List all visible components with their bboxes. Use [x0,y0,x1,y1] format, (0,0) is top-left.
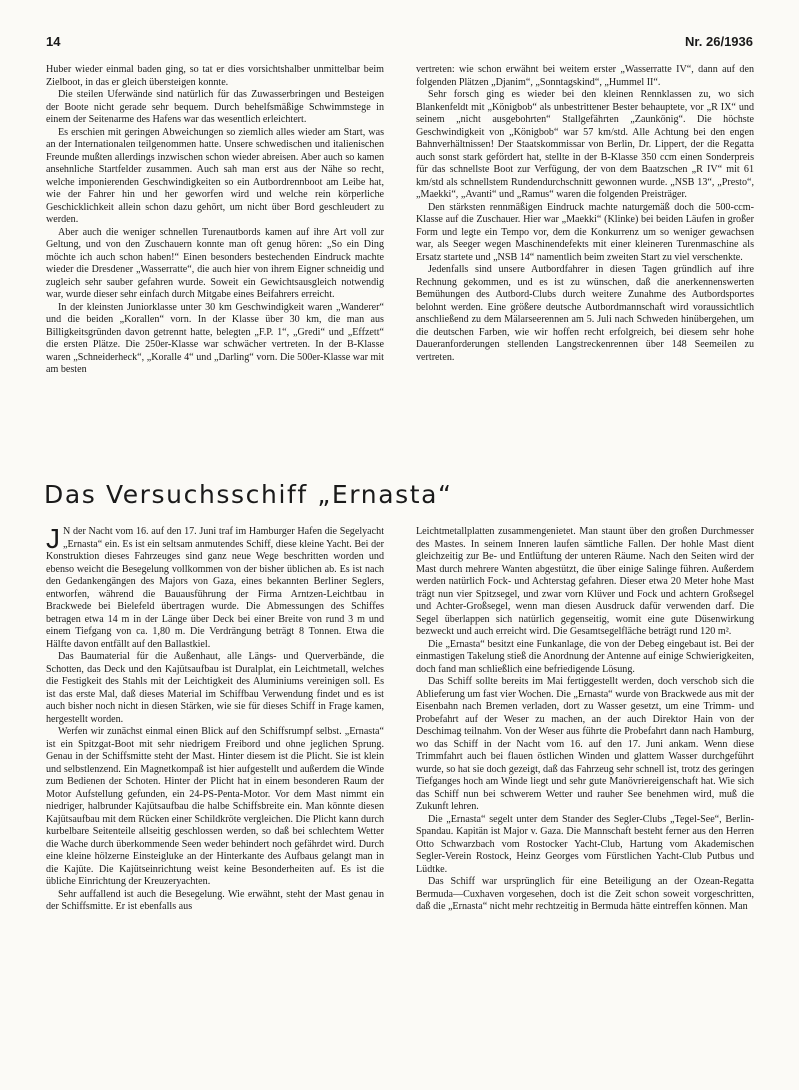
text-column-top-right [416,64,754,467]
paragraph: Den stärksten rennmäßigen Eindruck machte naturgemäß doch die 500-ccm-Klasse auf die Zuschauer. Hier war „Maekki“ (Klinke) bei beiden Läufen in großer Form und legte ein Tempo vor, dem die Konkurrenz um so weniger gewachsen war, als Seeger wegen Maschinendefekts mit einer kleineren Turenmaschine als Ersatz startete und „NSB 14“ namentlich beim zweiten Start zu viel verschenkte. [416,201,754,263]
previous-article-continuation [46,64,754,467]
paragraph: Huber wieder einmal baden ging, so tat er dies vorsichtshalber unmittelbar beim Zielboot, in das er gleich übersteigen konnte. [46,64,384,88]
lead-paragraph [46,523,384,651]
paragraph: Die „Ernasta“ besitzt eine Funkanlage, die von der Debeg eingebaut ist. Bei der einmastigen Takelung stieß die Anordnung der Antenne auf einige Schwierigkeiten, doch fand man schließlich eine befriedigende Lösung. [416,638,754,675]
paragraph: Leichtmetallplatten zusammengenietet. Man staunt über den großen Durchmesser des Mastes. In seinem Inneren laufen sämtliche Fallen. Der hohle Mast dient gleichzeitig zur Be- und Entlüftung der unteren Räume. Nach den Seiten wird der Mast durch mehrere Wanten abgestützt, die über einige Salinge führen. Außerdem werden natürlich Fock- und Achterstag gefahren. Dieser etwa 20 Meter hohe Mast trägt nun vier Spitzsegel, und zwar vorn Klüver und Fock und achtern Großsegel und Achter-Großsegel, wenn man diesen Ausdruck dafür verwenden darf. Die Segel überlappen sich natürlich gegenseitig, womit eine gute Düsenwirkung bezweckt und auch erreicht wird. Die Gesamtsegelfläche beträgt rund 120 m². [416,526,754,637]
paragraph: Das Baumaterial für die Außenhaut, alle Längs- und Querverbände, die Schotten, das Deck und den Kajütsaufbau ist Duralplat, ein Leichtmetall, welches die Festigkeit des Stahls mit der Leichtigkeit des Aluminiums vereinigen soll. Es ist das erste Mal, daß dieses Material im Schiffbau Verwendung findet und es ist auch bisher noch nicht in diesen Stärken, wie sie für dieses Schiff in Frage kamen, hergestellt worden. [46,651,384,725]
page-header [46,34,753,54]
paragraph: Sehr auffallend ist auch die Besegelung. Wie erwähnt, steht der Mast genau in der Schiffsmitte. Er ist ebenfalls aus [46,888,384,912]
paragraph: Es erschien mit geringen Abweichungen so ziemlich alles wieder am Start, was an der Internationalen teilgenommen hatte. Unsere schwedischen und italienischen Freunde mußten allerdings inzwischen schon wieder abreisen. Aber auch so kamen ansehnliche Startfelder zusammen. Auch sah man erst aus der Nähe so recht, welche imponierenden Geschwindigkeiten so ein Autbordrennboot am Leibe hat, wie der Fahrer hin und her geworfen wird und welche rein körperliche Geschicklichkeit allein schon dazu gehört, um nicht über Bord geschleudert zu werden. [46,126,384,225]
text-column-top-left [46,64,384,467]
page-number: 14 [46,34,61,49]
paragraph: In der kleinsten Juniorklasse unter 30 km Geschwindigkeit waren „Wanderer“ und die beiden „Korallen“ vorn. In der Klasse über 30 km, die man aus Billigkeitsgründen davon getrennt hatte, belegten „F.P. 1“, „Gredi“ und „Effzett“ die ersten Plätze. Die 250er-Klasse war schwächer vertreten. In der B-Klasse waren „Schneiderheck“, „Koralle 4“ und „Darling“ vorn. Die 500er-Klasse war mit am besten [46,301,384,375]
paragraph: Die steilen Uferwände sind natürlich für das Zuwasserbringen und Besteigen der Boote nicht gerade sehr bequem. Durch behelfsmäßige Schwimmstege in einem der Seitenarme des Hafens war das wesentlich erleichtert. [46,89,384,125]
drop-cap: J [46,523,60,554]
paragraph: Sehr forsch ging es wieder bei den kleinen Rennklassen zu, wo sich Blankenfeldt mit „Königbob“ als unbestrittener Bester behauptete, vor „R IX“ und seinem „nicht ausgebohrten“ Stallgefährten „Zaunkönig“. Die höchste Geschwindigkeit von „Königbob“ war 57 km/std. Alle Achtung bei den engen Bahnverhältnissen! Der Staatskommissar von Berlin, Dr. Lippert, der die Regatta auch sonst stark gefördert hat, stellte in der B-Klasse 350 ccm einen Sonderpreis für das schnellste Boot zur Verfügung, der von dem Baatzschen „R IV“ mit 61 km/std als schnellstem Rundendurchschnitt gewonnen wurde. „NSB 13“, „Presto“, „Maekki“, „Avanti“ und „Ramus“ waren die folgenden Preisträger. [416,89,754,200]
article-body [46,523,754,1056]
paragraph: Werfen wir zunächst einmal einen Blick auf den Schiffsrumpf selbst. „Ernasta“ ist ein Spitzgat-Boot mit sehr niedrigem Freibord und ohne jeglichen Sprung. Genau in der Schiffsmitte steht der Mast. Hinter diesem ist die Plicht. Sie ist klein und selbstlenzend. Ein Magnetkompaß ist hier aufgestellt und außerdem die Winde zum Bedienen der Schoten. Hinter der Plicht hat in einem besonderen Raum der Motor Aufstellung gefunden, ein 24-PS-Penta-Motor. Vor dem Mast nimmt ein niedriger, halbrunder Kajütsaufbau die halbe Schiffsbreite ein. Man könnte diesen Kajütsaufbau mit dem Rücken einer Schildkröte vergleichen. Die Plicht kann durch kurbelbare Seitenteile allseitig geschlossen werden, so daß bei schlechtem Wetter die Wache durch überkommende Seen weder behindert noch gefährdet wird. Durch eine kleine hölzerne Einsteigluke an der Hinterkante des Aufbaus gelangt man in die Kajüte. Die Kajütseinrichtung weist keine Besonderheiten auf. Es ist die übliche Einrichtung der Kreuzeryachten. [46,726,384,887]
lead-text: N der Nacht vom 16. auf den 17. Juni traf im Hamburger Hafen die Segelyacht „Ernasta“ ein. Es ist ein seltsam anmutendes Schiff, diese kleine Yacht. Bei der Konstruktion dieses Fahrzeuges sind ganz neue Wege beschritten worden und ebenso weicht die Besegelung vollkommen von der bisher üblichen ab. Es ist nach den Gedankengängen des Majors von Gaza, eines bekannten Berliner Seglers, entworfen, während die Bauausführung der Firma Arntzen-Leichtbau in Brackwede bei Bielefeld übertragen wurde. Die Abmessungen des Schiffes betragen etwa 14 m in der Länge über Deck bei einer Breite von rund 3 m und einem Tiefgang von ca. 1,80 m. Die Verdrängung beträgt 8 Tonnen. Etwa die Hälfte davon entfällt auf den Ballastkiel. [46,526,384,650]
paragraph: vertreten: wie schon erwähnt bei weitem erster „Wasserratte IV“, dann auf den folgenden Plätzen „Djanim“, „Sonntagskind“, „Hummel II“. [416,64,754,88]
paragraph: Aber auch die weniger schnellen Turenautbords kamen auf ihre Art voll zur Geltung, und von den Zuschauern konnte man oft genug hören: „So ein Ding möchte ich auch schon haben!“ Einen besonders bestechenden Eindruck machte wieder die Dresdener „Wasserratte“, die auch hier von ihrem Eigner schneidig und zugleich sehr sauber gefahren wurde. Soweit ein Gewichtsausgleich notwendig war, wurde dieser sehr einfach durch Mitgabe eines Beifahrers erreicht. [46,226,384,300]
paragraph: Die „Ernasta“ segelt unter dem Stander des Segler-Clubs „Tegel-See“, Berlin-Spandau. Kapitän ist Major v. Gaza. Die Mannschaft besteht ferner aus den Herren Otto Schwarzbach vom Rostocker Yacht-Club, Hartung vom Akademischen Segler-Verein Rostock, Heinz Georges vom Fürstlichen Yacht-Club Putbus und Lüdtke. [416,813,754,875]
issue-number: Nr. 26/1936 [685,34,753,49]
paragraph: Das Schiff war ursprünglich für eine Beteiligung an der Ozean-Regatta Bermuda—Cuxhaven vorgesehen, doch ist die Zeit schon soweit vorgeschritten, daß die „Ernasta“ nicht mehr rechtzeitig in Bermuda hätte eintreffen können. Man [416,876,754,912]
text-column-bottom-right [416,526,754,1056]
text-column-bottom-left [46,523,384,1056]
paragraph: Jedenfalls sind unsere Autbordfahrer in diesen Tagen gründlich auf ihre Rechnung gekommen, und es ist zu wünschen, daß die anerkennenswerten Bemühungen des Autbord-Clubs durch weitere Zunahme des Autbordsportes belohnt werden. Eine größere deutsche Autbordmannschaft wird voraussichtlich anschließend zu dem Mälarseerennen am 5. Juli nach Schweden hinübergehen, um die deutschen Farben, wie wir hoffen recht erfolgreich, bei diesem sehr hohe Daueranforderungen stellenden Langstreckenrennen über 148 Seemeilen zu vertreten. [416,264,754,363]
paragraph: Das Schiff sollte bereits im Mai fertiggestellt werden, doch verschob sich die Ablieferung um fast vier Wochen. Die „Ernasta“ wurde von Brackwede aus mit der Eisenbahn nach Bremen verladen, dort zu Wasser gesetzt, um eine Trimm- und Probefahrt auf der Weser zu machen, an der auch Direktor Hain von der Deschimag teilnahm. Von der Weser aus führte die Probefahrt dann nach Hamburg, wo das Schiff in der Nacht vom 16. auf den 17. Juni ankam. Wenn diese Trimmfahrt auch bei flauen östlichen Winden und glattem Wasser durchgeführt wurde, so hat sie doch gezeigt, daß das Fahrzeug sehr schnell ist, trotz des geringen Tiefganges hoch am Winde liegt und sehr gute Manövriereigenschaft hat. Wie sich das Schiff nun bei schwerem Wetter und rauher See benehmen wird, muß die Zukunft lehren. [416,676,754,812]
article-title: Das Versuchsschiff „Ernasta“ [44,480,453,509]
